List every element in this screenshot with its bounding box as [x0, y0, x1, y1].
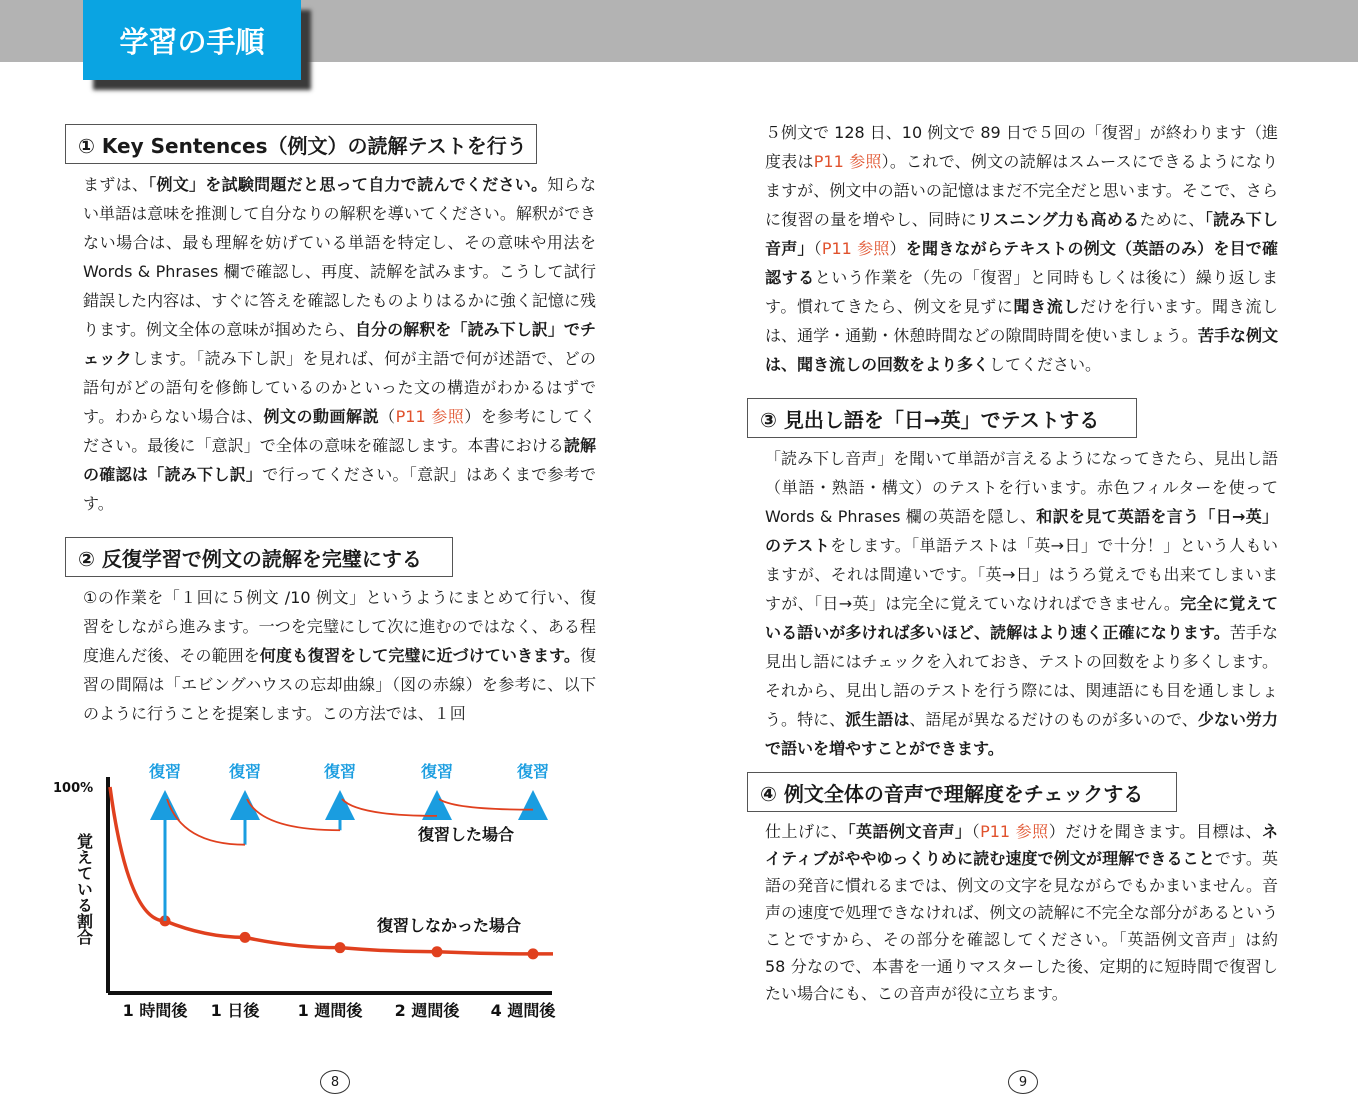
page-number-right: 9: [1008, 1070, 1038, 1094]
forgetting-curve-chart: [40, 750, 600, 1030]
review-label: 復習: [228, 762, 262, 781]
section-3-text: 「読み下し音声」を聞いて単語が言えるようになってきたら、見出し語（単語・熟語・構文）のテストを行います。赤色フィルターを使って Words & Phrases 欄の英語を隠し、和訳を見て英語を言う「日→英」のテストをします。「単語テストは「英→日」で十分！」という人もいますが、それは間違いです。「英→日」はうろ覚えでも出来てしまいますが、「日→英」は完全に覚えていなければできません。完全に覚えている語いが多ければ多いほど、読解はより速く正確になります。苦手な見出し語にはチェックを入れておき、テストの回数をより多くします。それから、見出し語のテストを行う際には、関連語にも目を通しましょう。特に、派生語は、語尾が異なるだけのものが多いので、少ない労力で語いを増やすことができます。: [765, 449, 1278, 758]
data-point-no-review: [335, 942, 346, 953]
curve-with-review: [167, 799, 245, 845]
review-label: 復習: [148, 762, 182, 781]
legend-no-review: 復習しなかった場合: [377, 916, 522, 935]
data-point-no-review: [528, 948, 539, 959]
section-1-heading: ① Key Sentences（例文）の読解テストを行う: [65, 124, 537, 164]
review-label: 復習: [420, 762, 454, 781]
review-label: 復習: [516, 762, 550, 781]
x-tick-label: 1 週間後: [297, 1001, 363, 1020]
review-label: 復習: [323, 762, 357, 781]
page-title: 学習の手順: [83, 0, 301, 80]
page-number-left: 8: [320, 1070, 350, 1094]
curve-with-review: [247, 799, 340, 830]
x-tick-label: 1 時間後: [122, 1001, 188, 1020]
section-4-text: 仕上げに、「英語例文音声」（P11 参照）だけを聞きます。目標は、ネイティブがややゆっくりめに読む速度で例文が理解できることです。英語の発音に慣れるまでは、例文の文字を見ながらでもかまいません。音声の速度で処理できなければ、例文の読解に不完全な部分があるということですから、その部分を確認してください。「英語例文音声」は約 58 分なので、本書を一通りマスターした後、定期的に短時間で復習したい場合にも、この音声が役に立ちます。: [765, 822, 1278, 1003]
section-2-heading: ② 反復学習で例文の読解を完璧にする: [65, 537, 453, 577]
legend-with-review: 復習した場合: [418, 825, 515, 844]
x-tick-label: 4 週間後: [490, 1001, 556, 1020]
y-tick-100: 100%: [53, 781, 94, 796]
section-2-text: ①の作業を「１回に５例文 /10 例文」というようにまとめて行い、復習をしながら進みます。一つを完璧にして次に進むのではなく、ある程度進んだ後、その範囲を何度も復習をして完璧に近づけていきます。復習の間隔は「エビングハウスの忘却曲線」（図の赤線）を参考に、以下のように行うことを提案します。この方法では、１回: [83, 588, 596, 723]
page-reference: P11 参照: [395, 407, 465, 426]
x-tick-label: 1 日後: [210, 1001, 260, 1020]
section-1-text: まずは、「例文」を試験問題だと思って自力で読んでください。知らない単語は意味を推測して自分なりの解釈を導いてください。解釈ができない場合は、最も理解を妨げている単語を特定し、その意味や用法を Words & Phrases 欄で確認し、再度、読解を試みます。こうして試行錯誤した内容は、すぐに答えを確認したものよりはるかに強く記憶に残ります。例文全体の意味が掴めたら、自分の解釈を「読み下し訳」でチェックします。「読み下し訳」を見れば、何が主語で何が述語で、どの語句がどの語句を修飾しているのかといった文の構造がわかるはずです。わからない場合は、例文の動画解説（P11 参照）を参考にしてください。最後に「意訳」で全体の意味を確認します。本書における読解の確認は「読み下し訳」で行ってください。「意訳」はあくまで参考です。: [83, 175, 596, 513]
data-point-no-review: [240, 932, 251, 943]
y-axis-label: 覚えている割合: [74, 833, 94, 945]
x-tick-label: 2 週間後: [394, 1001, 460, 1020]
section-3-heading: ③ 見出し語を「日→英」でテストする: [747, 398, 1137, 438]
right-intro-text: ５例文で 128 日、10 例文で 89 日で５回の「復習」が終わります（進度表はP11 参照）。これで、例文の読解はスムースにできるようになりますが、例文中の語いの記憶はまだ不完全だと思います。そこで、さらに復習の量を増やし、同時にリスニング力も高めるために、「読み下し音声」（P11 参照）を聞きながらテキストの例文（英語のみ）を目で確認するという作業を（先の「復習」と同時もしくは後に）繰り返します。慣れてきたら、例文を見ずに聞き流しだけを行います。聞き流しは、通学・通勤・休憩時間などの隙間時間を使いましょう。苦手な例文は、聞き流しの回数をより多くしてください。: [765, 123, 1278, 374]
curve-with-review: [439, 799, 533, 810]
section-4-heading: ④ 例文全体の音声で理解度をチェックする: [747, 772, 1177, 812]
data-point-no-review: [432, 946, 443, 957]
curve-with-review: [342, 799, 437, 816]
